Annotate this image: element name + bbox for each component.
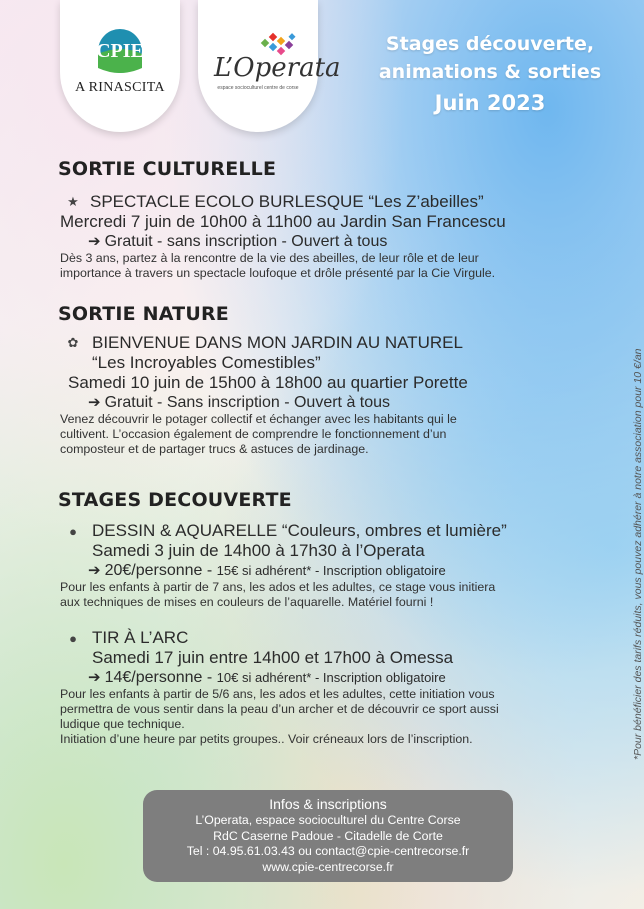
svg-text:L’Operata: L’Operata xyxy=(214,53,341,83)
info-website-link[interactable]: www.cpie-centrecorse.fr xyxy=(262,859,394,874)
section-title-culturelle: SORTIE CULTURELLE xyxy=(58,158,277,180)
event-title-row xyxy=(60,521,588,541)
arrow-icon: ➔ xyxy=(88,233,101,250)
event-desc-line: importance à travers un spectacle loufoque et drôle présenté par la Cie Virgule. xyxy=(60,266,496,280)
event-desc-line: cultivent. L’occasion également de comprendre le fonctionnement d’un xyxy=(60,427,447,441)
operata-logo xyxy=(198,0,341,132)
event-desc-line: Pour les enfants à partir de 5/6 ans, les ados et les adultes, cette initiation vous xyxy=(60,687,495,701)
arrow-icon: ➔ xyxy=(88,394,101,411)
arrow-icon: ➔ xyxy=(88,669,101,686)
header-line-2: animations & sorties xyxy=(378,61,602,83)
event-price-rest: - Inscription obligatoire xyxy=(311,670,446,685)
event-price-rest: - Inscription obligatoire xyxy=(311,563,446,578)
event-title-row xyxy=(60,192,588,212)
cpie-logo-icon xyxy=(89,28,151,74)
event-desc-line: Venez découvrir le potager collectif et échanger avec les habitants qui le xyxy=(60,412,457,426)
event-price xyxy=(88,393,588,412)
event-title: BIENVENUE DANS MON JARDIN AU NATUREL xyxy=(92,333,463,352)
side-note: *Pour bénéficier des tarifs réduits, vous pouvez adhérer à notre association pour 10 €/an xyxy=(632,348,644,760)
info-address-line: L’Operata, espace socioculturel du Centre Corse xyxy=(195,813,461,827)
event-desc-line: aux techniques de mises en couleurs de l’aquarelle. Matériel fourni ! xyxy=(60,595,434,609)
event-title-row xyxy=(60,628,588,648)
event-price xyxy=(88,668,588,687)
event-desc-line: Initiation d’une heure par petits groupes.. Voir créneaux lors de l’inscription. xyxy=(60,732,473,746)
event-title-row xyxy=(60,333,588,353)
event-price-member: 15€ si adhérent* xyxy=(216,563,312,578)
event-desc-line: ludique que technique. xyxy=(60,717,185,731)
event-desc-line: composteur et de partager trucs & astuces de jardinage. xyxy=(60,442,369,456)
event-title: DESSIN & AQUARELLE “Couleurs, ombres et lumière” xyxy=(92,521,507,540)
star-icon: ★ xyxy=(67,194,79,209)
event-price-main: 20€/personne - xyxy=(104,562,217,579)
event-subtitle: “Les Incroyables Comestibles” xyxy=(92,353,321,372)
info-contact[interactable]: Tel : 04.95.61.03.43 ou contact@cpie-centrecorse.fr xyxy=(186,844,470,858)
event-price xyxy=(88,232,588,251)
event-price-main: 14€/personne - xyxy=(104,669,217,686)
event-title: SPECTACLE ECOLO BURLESQUE “Les Z’abeilles” xyxy=(90,192,484,211)
main-content xyxy=(58,158,588,747)
section-title-nature: SORTIE NATURE xyxy=(58,303,229,325)
operata-subtitle: espace socioculturel centre de corse xyxy=(217,85,299,91)
event-title: TIR À L’ARC xyxy=(92,628,189,647)
event-when: Samedi 3 juin de 14h00 à 17h30 à l’Operata xyxy=(92,541,425,560)
event-desc-line: permettra de vous sentir dans la peau d’un archer et de découvrir ce sport aussi xyxy=(60,702,499,716)
event-price xyxy=(88,561,588,580)
event-price-text: Gratuit - Sans inscription - Ouvert à tous xyxy=(104,394,391,411)
event-jardin xyxy=(60,333,588,457)
header-title xyxy=(360,30,620,120)
event-price-member: 10€ si adhérent* xyxy=(216,670,312,685)
section-title-stages: STAGES DECOUVERTE xyxy=(58,489,292,511)
bullet-icon: ● xyxy=(69,523,77,539)
event-when: Samedi 10 juin de 15h00 à 18h00 au quartier Porette xyxy=(68,373,468,392)
event-desc-line: Pour les enfants à partir de 7 ans, les ados et les adultes, ce stage vous initiera xyxy=(60,580,496,594)
operata-logo-icon xyxy=(208,32,341,84)
header-line-1: Stages découverte, xyxy=(385,33,595,55)
event-spectacle xyxy=(60,192,588,281)
info-title: Infos & inscriptions xyxy=(269,796,387,812)
info-address-line: RdC Caserne Padoue - Citadelle de Corte xyxy=(213,828,443,843)
arrow-icon: ➔ xyxy=(88,562,101,579)
cpie-logo xyxy=(60,0,180,132)
event-tir-arc xyxy=(60,628,588,747)
event-when: Mercredi 7 juin de 10h00 à 11h00 au Jardin San Francescu xyxy=(60,212,506,231)
flower-icon: ✿ xyxy=(67,335,79,350)
event-desc-line: Dès 3 ans, partez à la rencontre de la vie des abeilles, de leur rôle et de leur xyxy=(60,251,479,265)
cpie-logo-text: A RINASCITA xyxy=(75,80,165,95)
event-when: Samedi 17 juin entre 14h00 et 17h00 à Omessa xyxy=(92,648,454,667)
header-line-3: Juin 2023 xyxy=(434,91,546,115)
bullet-icon: ● xyxy=(69,630,77,646)
event-dessin xyxy=(60,521,588,610)
event-price-text: Gratuit - sans inscription - Ouvert à tous xyxy=(104,233,388,250)
svg-text:CPIE: CPIE xyxy=(96,40,144,62)
info-box xyxy=(143,790,513,882)
